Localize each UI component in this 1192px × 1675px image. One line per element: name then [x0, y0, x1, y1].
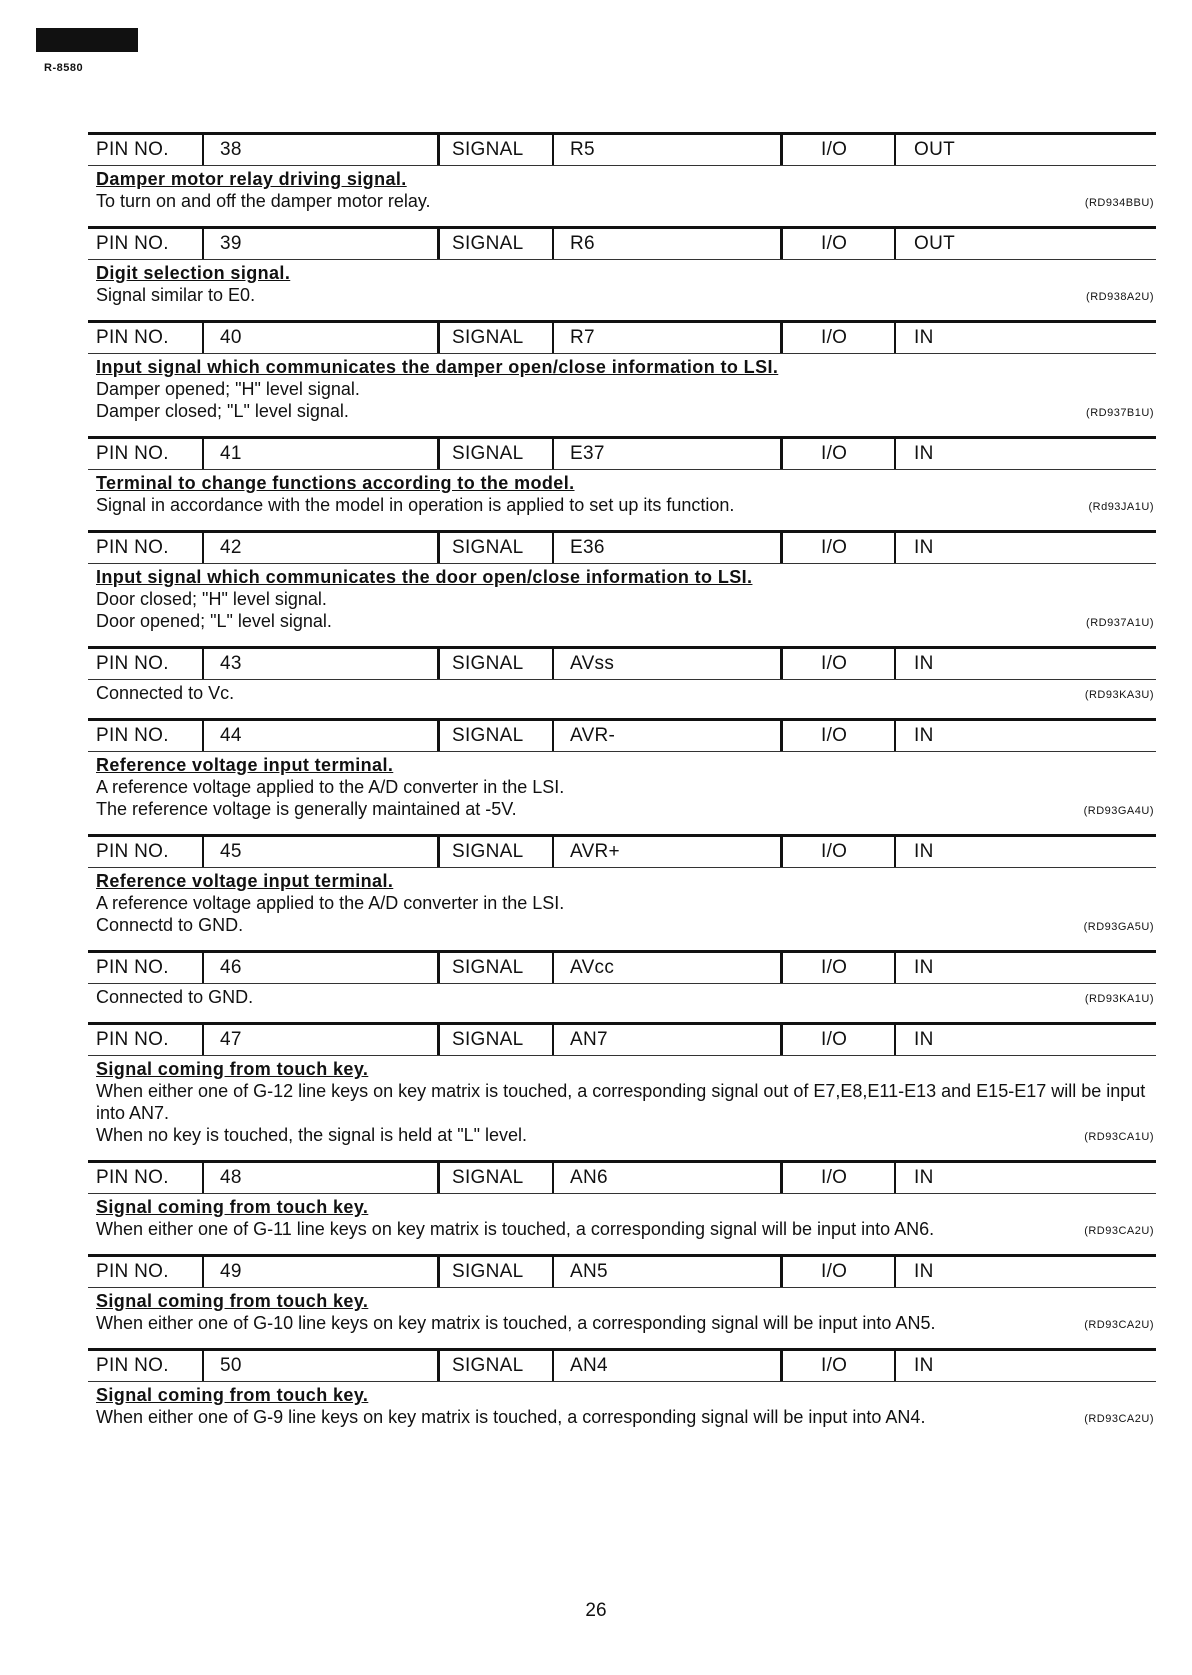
- pin-description-line: A reference voltage applied to the A/D converter in the LSI.: [96, 777, 565, 797]
- signal-name: R5: [554, 135, 783, 165]
- io-direction: IN: [914, 725, 934, 746]
- io-label: I/O: [783, 1257, 896, 1287]
- pin-description: [88, 1194, 1156, 1246]
- signal-label: SIGNAL: [440, 1351, 554, 1381]
- pin-description-line: To turn on and off the damper motor relay.: [96, 191, 431, 211]
- pin-function-title: Terminal to change functions according to the model.: [96, 473, 575, 493]
- page-number: 26: [585, 1600, 607, 1621]
- header-black-bar: [36, 28, 138, 52]
- io-label: I/O: [783, 135, 896, 165]
- pin-entry: [88, 1160, 1156, 1246]
- pin-entry: [88, 320, 1156, 428]
- io-label: I/O: [783, 533, 896, 563]
- signal-name: AVR-: [554, 721, 783, 751]
- pin-entry: [88, 950, 1156, 1014]
- figure-code: (RD93GA4U): [1083, 805, 1154, 817]
- signal-label: SIGNAL: [440, 229, 554, 259]
- pin-header-row: [88, 718, 1156, 752]
- pin-number: 43: [204, 649, 440, 679]
- pin-label: PIN NO.: [88, 533, 204, 563]
- pin-description: [88, 680, 1156, 710]
- pin-function-title: Signal coming from touch key.: [96, 1059, 369, 1079]
- pin-label: PIN NO.: [88, 229, 204, 259]
- io-direction: IN: [914, 1029, 934, 1050]
- figure-code: (RD93GA5U): [1083, 921, 1154, 933]
- io-direction: IN: [914, 653, 934, 674]
- pin-description-line: When either one of G-9 line keys on key matrix is touched, a corresponding signal will be input into AN4.: [96, 1407, 926, 1427]
- pin-number: 49: [204, 1257, 440, 1287]
- pin-number: 41: [204, 439, 440, 469]
- pin-number: 46: [204, 953, 440, 983]
- signal-name: E36: [554, 533, 783, 563]
- pin-label: PIN NO.: [88, 439, 204, 469]
- io-direction: IN: [914, 443, 934, 464]
- pin-description-line: Door opened; "L" level signal.: [96, 611, 332, 631]
- pin-number: 42: [204, 533, 440, 563]
- pin-description-line: Signal similar to E0.: [96, 285, 256, 305]
- pin-description: [88, 166, 1156, 218]
- signal-label: SIGNAL: [440, 953, 554, 983]
- pin-description-line: Damper closed; "L" level signal.: [96, 401, 349, 421]
- io-label: I/O: [783, 721, 896, 751]
- io-label: I/O: [783, 229, 896, 259]
- pin-function-title: Signal coming from touch key.: [96, 1291, 369, 1311]
- pin-number: 48: [204, 1163, 440, 1193]
- io-label: I/O: [783, 1351, 896, 1381]
- signal-label: SIGNAL: [440, 439, 554, 469]
- figure-code: (RD93CA2U): [1084, 1225, 1154, 1237]
- pin-description: [88, 752, 1156, 826]
- pin-description: [88, 260, 1156, 312]
- signal-name: AVcc: [554, 953, 783, 983]
- io-label: I/O: [783, 323, 896, 353]
- figure-code: (RD93KA3U): [1084, 689, 1154, 701]
- pin-description-line: Connectd to GND.: [96, 915, 244, 935]
- pin-label: PIN NO.: [88, 1257, 204, 1287]
- io-direction: IN: [914, 1355, 934, 1376]
- pin-function-title: Damper motor relay driving signal.: [96, 169, 407, 189]
- pin-header-row: [88, 1348, 1156, 1382]
- io-direction: IN: [914, 841, 934, 862]
- pin-number: 50: [204, 1351, 440, 1381]
- io-direction: IN: [914, 327, 934, 348]
- pin-header-row: [88, 226, 1156, 260]
- signal-label: SIGNAL: [440, 1025, 554, 1055]
- pin-label: PIN NO.: [88, 837, 204, 867]
- pin-entry: [88, 646, 1156, 710]
- pin-description-list: [88, 132, 1156, 1442]
- figure-code: (RD93KA1U): [1084, 993, 1154, 1005]
- pin-label: PIN NO.: [88, 135, 204, 165]
- pin-header-row: [88, 436, 1156, 470]
- io-direction: OUT: [914, 139, 956, 160]
- figure-code: (RD93CA2U): [1084, 1413, 1154, 1425]
- pin-label: PIN NO.: [88, 1025, 204, 1055]
- io-label: I/O: [783, 439, 896, 469]
- pin-description: [88, 868, 1156, 942]
- signal-label: SIGNAL: [440, 1163, 554, 1193]
- pin-header-row: [88, 1254, 1156, 1288]
- signal-name: AN6: [554, 1163, 783, 1193]
- pin-description-line: When no key is touched, the signal is held at "L" level.: [96, 1125, 528, 1145]
- signal-label: SIGNAL: [440, 323, 554, 353]
- io-label: I/O: [783, 649, 896, 679]
- io-label: I/O: [783, 1025, 896, 1055]
- pin-description: [88, 470, 1156, 522]
- pin-number: 38: [204, 135, 440, 165]
- pin-description: [88, 1056, 1156, 1152]
- signal-name: AN7: [554, 1025, 783, 1055]
- pin-function-title: Input signal which communicates the damper open/close information to LSI.: [96, 357, 779, 377]
- figure-code: (RD937A1U): [1086, 617, 1154, 629]
- signal-name: R7: [554, 323, 783, 353]
- pin-entry: [88, 1022, 1156, 1152]
- signal-label: SIGNAL: [440, 533, 554, 563]
- pin-entry: [88, 1254, 1156, 1340]
- pin-description-line: Damper opened; "H" level signal.: [96, 379, 360, 399]
- pin-entry: [88, 1348, 1156, 1434]
- pin-header-row: [88, 646, 1156, 680]
- pin-label: PIN NO.: [88, 953, 204, 983]
- pin-description-line: Connected to Vc.: [96, 683, 235, 703]
- pin-function-title: Signal coming from touch key.: [96, 1385, 369, 1405]
- pin-function-title: Input signal which communicates the door open/close information to LSI.: [96, 567, 753, 587]
- pin-label: PIN NO.: [88, 1351, 204, 1381]
- pin-description: [88, 1382, 1156, 1434]
- pin-entry: [88, 530, 1156, 638]
- pin-description: [88, 984, 1156, 1014]
- io-label: I/O: [783, 1163, 896, 1193]
- figure-code: (RD934BBU): [1084, 197, 1154, 209]
- pin-number: 40: [204, 323, 440, 353]
- figure-code: (Rd93JA1U): [1088, 501, 1154, 513]
- signal-name: AVR+: [554, 837, 783, 867]
- signal-label: SIGNAL: [440, 721, 554, 751]
- io-direction: IN: [914, 957, 934, 978]
- pin-label: PIN NO.: [88, 323, 204, 353]
- signal-label: SIGNAL: [440, 1257, 554, 1287]
- io-label: I/O: [783, 953, 896, 983]
- pin-header-row: [88, 530, 1156, 564]
- pin-description-line: Signal in accordance with the model in operation is applied to set up its function.: [96, 495, 735, 515]
- pin-entry: [88, 436, 1156, 522]
- pin-entry: [88, 834, 1156, 942]
- signal-label: SIGNAL: [440, 649, 554, 679]
- pin-label: PIN NO.: [88, 649, 204, 679]
- pin-function-title: Reference voltage input terminal.: [96, 755, 394, 775]
- pin-description-line: A reference voltage applied to the A/D converter in the LSI.: [96, 893, 565, 913]
- io-direction: IN: [914, 1261, 934, 1282]
- pin-description-line: Connected to GND.: [96, 987, 254, 1007]
- pin-description: [88, 1288, 1156, 1340]
- pin-entry: [88, 132, 1156, 218]
- figure-code: (RD938A2U): [1086, 291, 1154, 303]
- pin-function-title: Reference voltage input terminal.: [96, 871, 394, 891]
- pin-entry: [88, 718, 1156, 826]
- signal-name: E37: [554, 439, 783, 469]
- pin-number: 45: [204, 837, 440, 867]
- figure-code: (RD93CA2U): [1084, 1319, 1154, 1331]
- pin-description: [88, 564, 1156, 638]
- pin-header-row: [88, 834, 1156, 868]
- pin-label: PIN NO.: [88, 1163, 204, 1193]
- io-direction: OUT: [914, 233, 956, 254]
- pin-description-line: Door closed; "H" level signal.: [96, 589, 327, 609]
- pin-label: PIN NO.: [88, 721, 204, 751]
- pin-function-title: Signal coming from touch key.: [96, 1197, 369, 1217]
- signal-name: R6: [554, 229, 783, 259]
- signal-label: SIGNAL: [440, 837, 554, 867]
- io-direction: IN: [914, 1167, 934, 1188]
- pin-description-line: When either one of G-11 line keys on key matrix is touched, a corresponding signal will be input into AN6.: [96, 1219, 935, 1239]
- pin-entry: [88, 226, 1156, 312]
- io-label: I/O: [783, 837, 896, 867]
- signal-name: AN5: [554, 1257, 783, 1287]
- pin-description-line: When either one of G-12 line keys on key matrix is touched, a corresponding signal out of E7,E8,E11-E13 and E15-E17 will be input into AN7.: [96, 1081, 1146, 1123]
- figure-code: (RD937B1U): [1086, 407, 1154, 419]
- pin-function-title: Digit selection signal.: [96, 263, 291, 283]
- pin-header-row: [88, 132, 1156, 166]
- figure-code: (RD93CA1U): [1084, 1131, 1154, 1143]
- pin-header-row: [88, 950, 1156, 984]
- pin-header-row: [88, 1022, 1156, 1056]
- pin-description-line: The reference voltage is generally maintained at -5V.: [96, 799, 517, 819]
- pin-number: 39: [204, 229, 440, 259]
- signal-name: AN4: [554, 1351, 783, 1381]
- io-direction: IN: [914, 537, 934, 558]
- signal-name: AVss: [554, 649, 783, 679]
- signal-label: SIGNAL: [440, 135, 554, 165]
- pin-header-row: [88, 320, 1156, 354]
- model-number: R-8580: [44, 62, 84, 74]
- pin-number: 44: [204, 721, 440, 751]
- pin-description: [88, 354, 1156, 428]
- pin-header-row: [88, 1160, 1156, 1194]
- pin-description-line: When either one of G-10 line keys on key matrix is touched, a corresponding signal will be input into AN5.: [96, 1313, 936, 1333]
- pin-number: 47: [204, 1025, 440, 1055]
